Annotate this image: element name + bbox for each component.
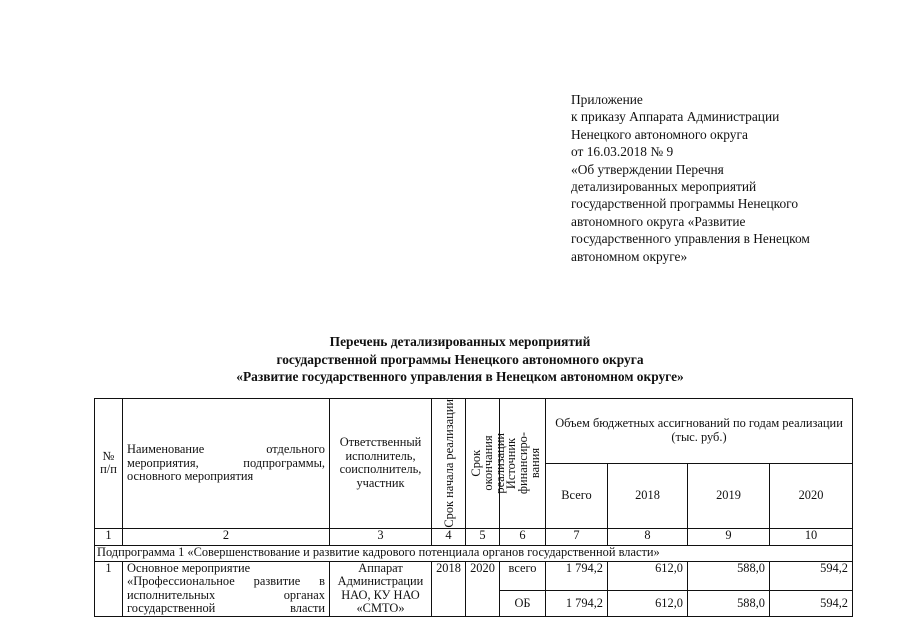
appendix-block (571, 91, 871, 265)
col-number: 3 (330, 528, 432, 545)
header-source: Источник финансиро- вания (500, 399, 546, 529)
appendix-line: государственной программы Ненецкого (571, 196, 799, 212)
appendix-line: от 16.03.2018 № 9 (571, 144, 674, 160)
col-number: 4 (432, 528, 466, 545)
row-total-ob: 1 794,2 (546, 591, 608, 617)
column-numbers-row (95, 528, 853, 545)
row-2020-all: 594,2 (770, 561, 853, 591)
title-line: государственной программы Ненецкого автономного округа (276, 351, 644, 367)
row-2018-all: 612,0 (608, 561, 688, 591)
subprogram-title: Подпрограмма 1 «Совершенствование и развитие кадрового потенциала органов государственной власти» (95, 545, 853, 561)
header-2018: 2018 (608, 463, 688, 528)
appendix-line: Приложение (571, 92, 643, 107)
col-number: 10 (770, 528, 853, 545)
col-number: 2 (123, 528, 330, 545)
appendix-line: Ненецкого автономного округа (571, 126, 748, 142)
row-end: 2020 (466, 561, 500, 616)
col-number: 9 (688, 528, 770, 545)
col-number: 1 (95, 528, 123, 545)
document-title (150, 333, 770, 386)
row-total-all: 1 794,2 (546, 561, 608, 591)
appendix-line: автономного округа «Развитие (571, 213, 746, 229)
title-line: Перечень детализированных мероприятий (329, 334, 591, 349)
header-end: Срок окончания реализации (466, 399, 500, 529)
row-2019-ob: 588,0 (688, 591, 770, 617)
row-executor: Аппарат Администрации НАО, КУ НАО «СМТО» (330, 561, 432, 616)
table-row (95, 561, 853, 591)
header-executor: Ответственный исполнитель, соисполнитель, участник (330, 399, 432, 529)
row-2020-ob: 594,2 (770, 591, 853, 617)
row-start: 2018 (432, 561, 466, 616)
appendix-line: государственного управления в Ненецком (571, 231, 810, 247)
row-2018-ob: 612,0 (608, 591, 688, 617)
header-num: № п/п (95, 399, 123, 529)
row-num: 1 (95, 561, 123, 616)
appendix-line: к приказу Аппарата Администрации (571, 109, 780, 125)
row-name: Основное мероприятие «Профессиональное развитие в исполнительных органах государственной власти (123, 561, 330, 616)
appendix-line: детализированных мероприятий (571, 179, 757, 195)
header-budget: Объем бюджетных ассигнований по годам реализации (тыс. руб.) (546, 399, 853, 464)
row-2019-all: 588,0 (688, 561, 770, 591)
col-number: 5 (466, 528, 500, 545)
col-number: 6 (500, 528, 546, 545)
row-source-total: всего (500, 561, 546, 591)
header-2019: 2019 (688, 463, 770, 528)
appendix-line: автономном округе» (571, 248, 688, 264)
row-source-ob: ОБ (500, 591, 546, 617)
activities-table (94, 398, 853, 617)
col-number: 8 (608, 528, 688, 545)
subprogram-row (95, 545, 853, 561)
header-start: Срок начала реализации (432, 399, 466, 529)
header-2020: 2020 (770, 463, 853, 528)
appendix-line: «Об утверждении Перечня (571, 161, 724, 177)
title-line: «Развитие государственного управления в Ненецком автономном округе» (236, 369, 684, 384)
header-total: Всего (546, 463, 608, 528)
header-name: Наименование отдельного мероприятия, подпрограммы, основного мероприятия (123, 399, 330, 529)
col-number: 7 (546, 528, 608, 545)
